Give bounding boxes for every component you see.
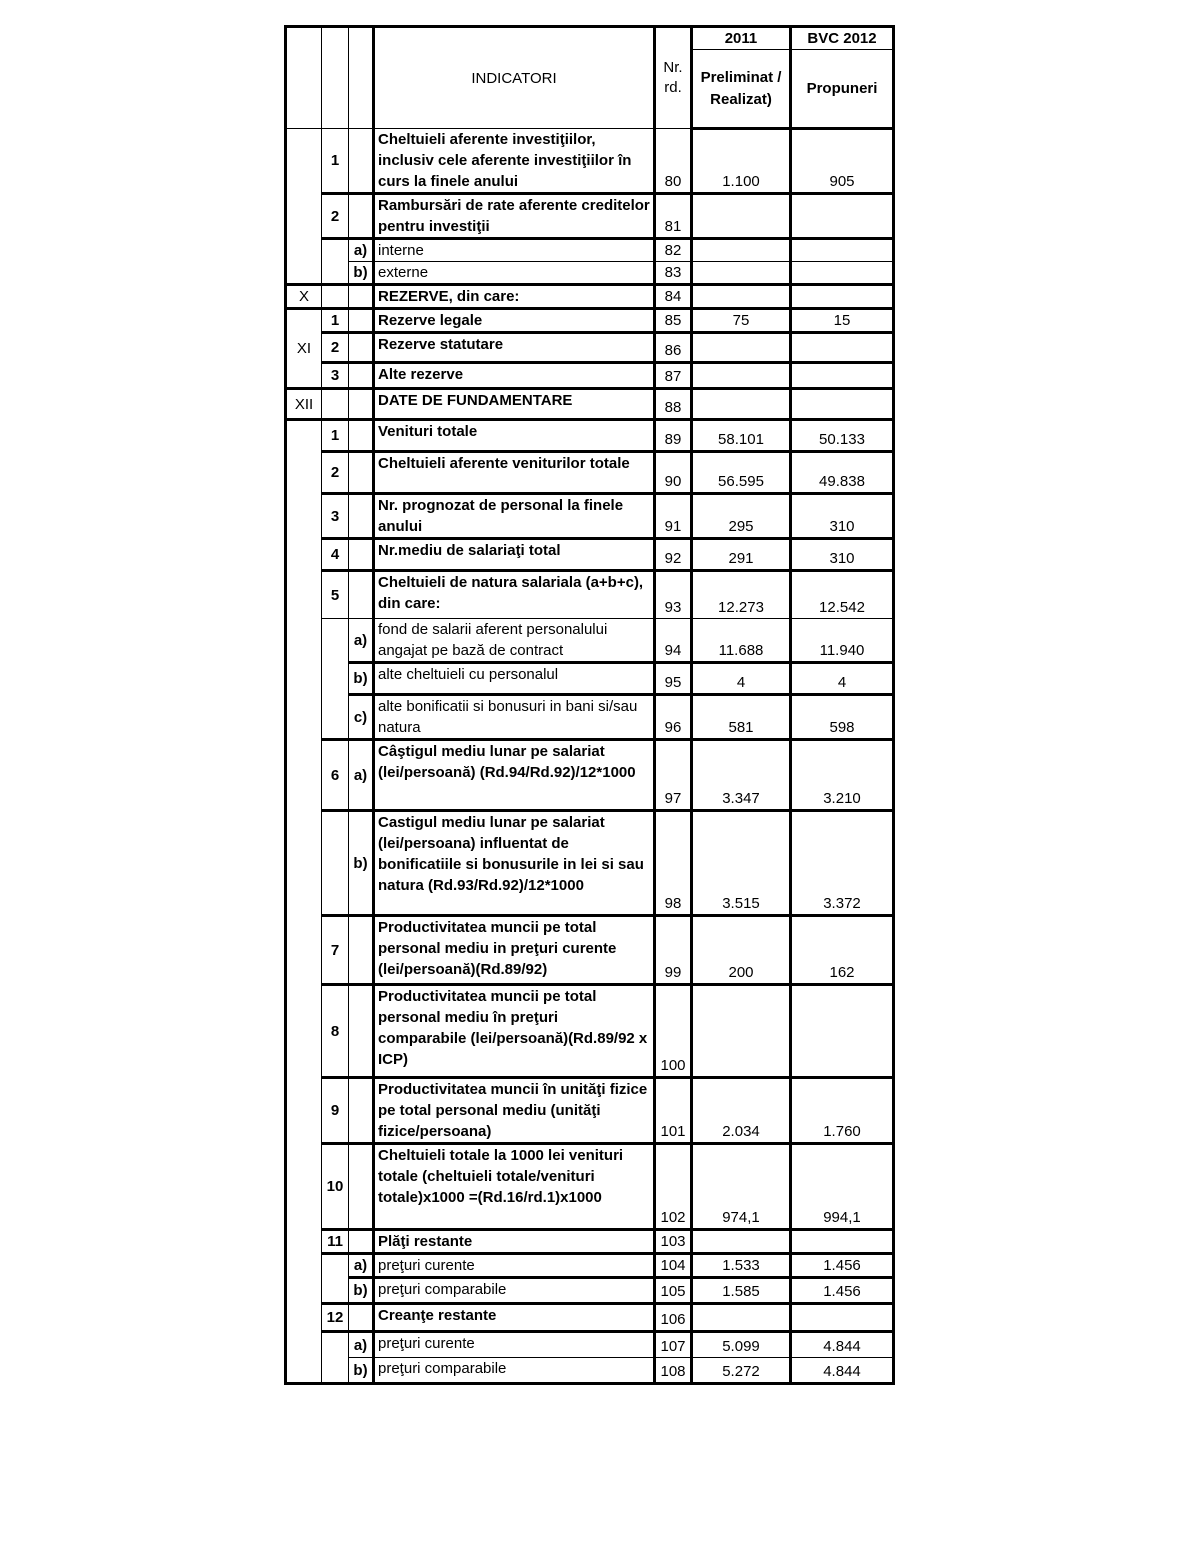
table-row (286, 194, 894, 239)
value-2012: 994,1 (791, 1144, 894, 1230)
value-2012 (791, 239, 894, 262)
sub-item-cell (349, 333, 374, 363)
item-number-cell: 1 (322, 309, 349, 333)
value-2011: 1.100 (692, 129, 791, 194)
row-number: 108 (655, 1358, 692, 1384)
row-number: 82 (655, 239, 692, 262)
value-2012 (791, 333, 894, 363)
section-cell: XI (286, 309, 322, 389)
row-number: 92 (655, 539, 692, 571)
table-body (286, 129, 894, 1384)
row-number: 93 (655, 571, 692, 619)
indicator-label: preţuri comparabile (374, 1358, 655, 1384)
indicator-label: preţuri curente (374, 1332, 655, 1358)
table-row (286, 1230, 894, 1254)
item-number-cell: 10 (322, 1144, 349, 1230)
value-2011 (692, 985, 791, 1078)
value-2011: 581 (692, 695, 791, 740)
table-row (286, 740, 894, 811)
value-2012: 1.456 (791, 1278, 894, 1304)
row-number: 81 (655, 194, 692, 239)
indicator-label: Productivitatea muncii pe total personal mediu în preţuri comparabile (lei/persoană)(Rd.89/92 x ICP) (374, 985, 655, 1078)
value-2012: 598 (791, 695, 894, 740)
table-row (286, 452, 894, 494)
item-number-cell: 3 (322, 363, 349, 389)
value-2012: 4 (791, 663, 894, 695)
header-blank-number (322, 27, 349, 129)
value-2012: 4.844 (791, 1332, 894, 1358)
row-number: 86 (655, 333, 692, 363)
value-2012 (791, 194, 894, 239)
header-blank-sub (349, 27, 374, 129)
row-number: 90 (655, 452, 692, 494)
value-2011: 4 (692, 663, 791, 695)
indicator-label: interne (374, 239, 655, 262)
row-number: 107 (655, 1332, 692, 1358)
row-number: 97 (655, 740, 692, 811)
sub-item-cell (349, 285, 374, 309)
value-2011: 200 (692, 916, 791, 985)
table-row (286, 309, 894, 333)
table-row (286, 571, 894, 619)
section-cell (286, 129, 322, 285)
header-propuneri: Propuneri (791, 50, 894, 129)
table-row (286, 695, 894, 740)
value-2012: 1.456 (791, 1254, 894, 1278)
section-cell: XII (286, 389, 322, 420)
item-number-cell: 5 (322, 571, 349, 619)
table-row (286, 619, 894, 663)
sub-item-cell: a) (349, 619, 374, 663)
table-row (286, 1304, 894, 1332)
value-2011: 291 (692, 539, 791, 571)
table-row (286, 333, 894, 363)
row-number: 96 (655, 695, 692, 740)
item-number-cell: 11 (322, 1230, 349, 1254)
item-number-cell (322, 389, 349, 420)
item-number-cell: 7 (322, 916, 349, 985)
indicator-label: alte bonificatii si bonusuri in bani si/sau natura (374, 695, 655, 740)
value-2011: 3.347 (692, 740, 791, 811)
value-2011: 56.595 (692, 452, 791, 494)
sub-item-cell (349, 916, 374, 985)
row-number: 103 (655, 1230, 692, 1254)
item-number-cell: 12 (322, 1304, 349, 1332)
value-2011: 3.515 (692, 811, 791, 916)
item-number-cell: 1 (322, 129, 349, 194)
item-number-cell: 2 (322, 194, 349, 239)
value-2011: 1.585 (692, 1278, 791, 1304)
value-2011: 1.533 (692, 1254, 791, 1278)
header-blank-section (286, 27, 322, 129)
table-row (286, 239, 894, 262)
value-2011 (692, 363, 791, 389)
sub-item-cell (349, 363, 374, 389)
row-number: 101 (655, 1078, 692, 1144)
row-number: 89 (655, 420, 692, 452)
indicator-label: Rambursări de rate aferente creditelor pentru investiţii (374, 194, 655, 239)
value-2012: 49.838 (791, 452, 894, 494)
value-2011 (692, 1304, 791, 1332)
sub-item-cell: b) (349, 262, 374, 285)
table-row (286, 389, 894, 420)
row-number: 84 (655, 285, 692, 309)
value-2012 (791, 1304, 894, 1332)
indicator-label: Productivitatea muncii în unităţi fizice pe total personal mediu (unităţi fizice/persoana) (374, 1078, 655, 1144)
value-2011 (692, 333, 791, 363)
sub-item-cell (349, 1144, 374, 1230)
table-row (286, 494, 894, 539)
table-row (286, 1144, 894, 1230)
value-2011: 974,1 (692, 1144, 791, 1230)
value-2011 (692, 1230, 791, 1254)
budget-indicators-table (284, 25, 895, 1385)
sub-item-cell (349, 452, 374, 494)
item-number-cell (322, 285, 349, 309)
sub-item-cell (349, 309, 374, 333)
sub-item-cell: b) (349, 1278, 374, 1304)
value-2012: 11.940 (791, 619, 894, 663)
item-number-cell (322, 619, 349, 740)
value-2012 (791, 1230, 894, 1254)
item-number-cell: 8 (322, 985, 349, 1078)
indicator-label: Plăţi restante (374, 1230, 655, 1254)
row-number: 80 (655, 129, 692, 194)
table-row (286, 539, 894, 571)
value-2012 (791, 363, 894, 389)
value-2011: 11.688 (692, 619, 791, 663)
sub-item-cell: c) (349, 695, 374, 740)
header-preliminat: Preliminat / Realizat) (692, 50, 791, 129)
table-row (286, 1078, 894, 1144)
item-number-cell: 1 (322, 420, 349, 452)
item-number-cell (322, 1332, 349, 1384)
sub-item-cell (349, 129, 374, 194)
value-2011: 5.099 (692, 1332, 791, 1358)
indicator-label: fond de salarii aferent personalului angajat pe bază de contract (374, 619, 655, 663)
sub-item-cell: a) (349, 1254, 374, 1278)
item-number-cell: 3 (322, 494, 349, 539)
value-2011: 12.273 (692, 571, 791, 619)
table-row (286, 1358, 894, 1384)
sub-item-cell (349, 571, 374, 619)
value-2012 (791, 985, 894, 1078)
value-2011 (692, 262, 791, 285)
table-row (286, 363, 894, 389)
table-row (286, 985, 894, 1078)
indicator-label: Cheltuieli de natura salariala (a+b+c), din care: (374, 571, 655, 619)
indicator-label: REZERVE, din care: (374, 285, 655, 309)
table-row (286, 1278, 894, 1304)
value-2011: 295 (692, 494, 791, 539)
sub-item-cell: b) (349, 663, 374, 695)
table-row (286, 285, 894, 309)
sub-item-cell: b) (349, 811, 374, 916)
value-2012: 310 (791, 494, 894, 539)
value-2011 (692, 239, 791, 262)
sub-item-cell (349, 494, 374, 539)
row-number: 98 (655, 811, 692, 916)
indicator-label: Rezerve statutare (374, 333, 655, 363)
value-2012: 162 (791, 916, 894, 985)
sub-item-cell (349, 1078, 374, 1144)
sub-item-cell (349, 420, 374, 452)
table-row (286, 1254, 894, 1278)
item-number-cell (322, 811, 349, 916)
row-number: 105 (655, 1278, 692, 1304)
row-number: 87 (655, 363, 692, 389)
header-indicators: INDICATORI (374, 27, 655, 129)
table-row (286, 420, 894, 452)
table-row (286, 1332, 894, 1358)
table-row (286, 811, 894, 916)
indicator-label: Câştigul mediu lunar pe salariat (lei/persoană) (Rd.94/Rd.92)/12*1000 (374, 740, 655, 811)
item-number-cell: 4 (322, 539, 349, 571)
value-2012: 310 (791, 539, 894, 571)
row-number: 83 (655, 262, 692, 285)
item-number-cell (322, 1254, 349, 1304)
table-row (286, 262, 894, 285)
indicator-label: Nr. prognozat de personal la finele anului (374, 494, 655, 539)
sub-item-cell: b) (349, 1358, 374, 1384)
row-number: 95 (655, 663, 692, 695)
header-row-number: Nr. rd. (655, 27, 692, 129)
indicator-label: Productivitatea muncii pe total personal mediu in preţuri curente (lei/persoană)(Rd.89/92) (374, 916, 655, 985)
value-2012 (791, 285, 894, 309)
sub-item-cell (349, 389, 374, 420)
sub-item-cell: a) (349, 740, 374, 811)
table-row (286, 129, 894, 194)
indicator-label: alte cheltuieli cu personalul (374, 663, 655, 695)
sub-item-cell (349, 539, 374, 571)
indicator-label: externe (374, 262, 655, 285)
row-number: 85 (655, 309, 692, 333)
row-number: 88 (655, 389, 692, 420)
value-2012: 15 (791, 309, 894, 333)
row-number: 99 (655, 916, 692, 985)
indicator-label: Castigul mediu lunar pe salariat (lei/persoana) influentat de bonificatiile si bonusurile in lei si sau natura (Rd.93/Rd.92)/12*1000 (374, 811, 655, 916)
table-row (286, 916, 894, 985)
indicator-label: Rezerve legale (374, 309, 655, 333)
item-number-cell: 2 (322, 452, 349, 494)
row-number: 104 (655, 1254, 692, 1278)
item-number-cell (322, 239, 349, 285)
value-2011 (692, 389, 791, 420)
value-2011: 5.272 (692, 1358, 791, 1384)
section-cell (286, 420, 322, 1384)
indicator-label: preţuri curente (374, 1254, 655, 1278)
indicator-label: Cheltuieli totale la 1000 lei venituri totale (cheltuieli totale/venituri totale)x1000 =(Rd.16/rd.1)x1000 (374, 1144, 655, 1230)
row-number: 91 (655, 494, 692, 539)
value-2012: 1.760 (791, 1078, 894, 1144)
sub-item-cell (349, 194, 374, 239)
indicator-label: Cheltuieli aferente veniturilor totale (374, 452, 655, 494)
indicator-label: Venituri totale (374, 420, 655, 452)
value-2012: 3.372 (791, 811, 894, 916)
sub-item-cell: a) (349, 239, 374, 262)
item-number-cell: 6 (322, 740, 349, 811)
value-2011: 75 (692, 309, 791, 333)
row-number: 100 (655, 985, 692, 1078)
indicator-label: DATE DE FUNDAMENTARE (374, 389, 655, 420)
value-2011 (692, 285, 791, 309)
header-year-2012: BVC 2012 (791, 27, 894, 50)
item-number-cell: 2 (322, 333, 349, 363)
value-2012 (791, 389, 894, 420)
value-2012: 905 (791, 129, 894, 194)
sub-item-cell: a) (349, 1332, 374, 1358)
indicator-label: Cheltuieli aferente investiţiilor, inclusiv cele aferente investiţiilor în curs la finele anului (374, 129, 655, 194)
sub-item-cell (349, 985, 374, 1078)
indicator-label: preţuri comparabile (374, 1278, 655, 1304)
header-year-2011: 2011 (692, 27, 791, 50)
sub-item-cell (349, 1230, 374, 1254)
row-number: 102 (655, 1144, 692, 1230)
item-number-cell: 9 (322, 1078, 349, 1144)
section-cell: X (286, 285, 322, 309)
row-number: 106 (655, 1304, 692, 1332)
indicator-label: Nr.mediu de salariaţi total (374, 539, 655, 571)
row-number: 94 (655, 619, 692, 663)
value-2012: 3.210 (791, 740, 894, 811)
value-2012: 50.133 (791, 420, 894, 452)
value-2012 (791, 262, 894, 285)
value-2011: 2.034 (692, 1078, 791, 1144)
table-row (286, 663, 894, 695)
indicator-label: Creanţe restante (374, 1304, 655, 1332)
value-2012: 12.542 (791, 571, 894, 619)
sub-item-cell (349, 1304, 374, 1332)
indicator-label: Alte rezerve (374, 363, 655, 389)
value-2012: 4.844 (791, 1358, 894, 1384)
value-2011: 58.101 (692, 420, 791, 452)
value-2011 (692, 194, 791, 239)
